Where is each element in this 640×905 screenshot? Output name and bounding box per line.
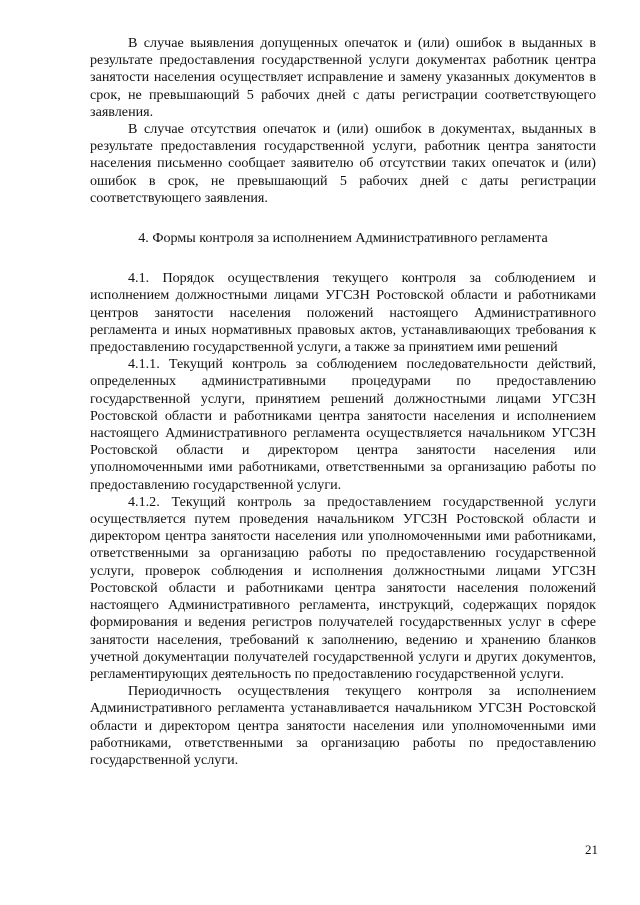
paragraph-4-1-1: 4.1.1. Текущий контроль за соблюдением последовательности действий, определенных административными процедурами по предоставлению государственной услуги, принятием решений должностными лицами УГСЗН Ростовской области и работниками центра занятости населения и исполнением настоящего Административного регламента осуществляется начальником УГСЗН Ростовской области и директором центра занятости населения или уполномоченными ими работниками, ответственными за организацию работы по предоставлению государственной услуги. — [90, 356, 596, 493]
page-number: 21 — [585, 842, 598, 857]
page-body — [90, 35, 596, 769]
section-heading: 4. Формы контроля за исполнением Административного регламента — [138, 230, 548, 247]
paragraph-4-1: 4.1. Порядок осуществления текущего контроля за соблюдением и исполнением должностными лицами УГСЗН Ростовской области и работниками центров занятости населения положений настоящего Административного регламента и иных нормативных правовых актов, устанавливающих требования к предоставлению государственной услуги, а также за принятием ими решений — [90, 270, 596, 356]
paragraph-4-1-2: 4.1.2. Текущий контроль за предоставлением государственной услуги осуществляется путем проведения начальником УГСЗН Ростовской области и директором центра занятости населения или уполномоченными ими работниками, ответственными за организацию работы по предоставлению государственной услуги, проверок соблюдения и исполнения должностными лицами УГСЗН Ростовской области и работниками центра занятости населения положений настоящего Административного регламента, инструкций, содержащих порядок формирования и ведения регистров получателей государственных услуг в сфере занятости населения, требований к заполнению, ведению и хранению бланков учетной документации получателей государственной услуги и других документов, регламентирующих деятельность по предоставлению государственной услуги. — [90, 493, 596, 682]
paragraph-no-typo: В случае отсутствия опечаток и (или) ошибок в документах, выданных в результате предоставления государственной услуги, работник центра занятости населения письменно сообщает заявителю об отсутствии таких опечаток и (или) ошибок в срок, не превышающий 5 рабочих дней с даты регистрации соответствующего заявления. — [90, 121, 596, 206]
paragraph-typo-correction: В случае выявления допущенных опечаток и (или) ошибок в выданных в результате предоставления государственной услуги документах работник центра занятости населения осуществляет исправление и замену указанных документов в срок, не превышающий 5 рабочих дней с даты регистрации соответствующего заявления. — [90, 35, 596, 120]
paragraph-periodicity: Периодичность осуществления текущего контроля за исполнением Административного регламента устанавливается начальником УГСЗН Ростовской области и директором центра занятости населения или уполномоченными ими работниками, ответственными за организацию работы по предоставлению государственной услуги. — [90, 683, 596, 768]
